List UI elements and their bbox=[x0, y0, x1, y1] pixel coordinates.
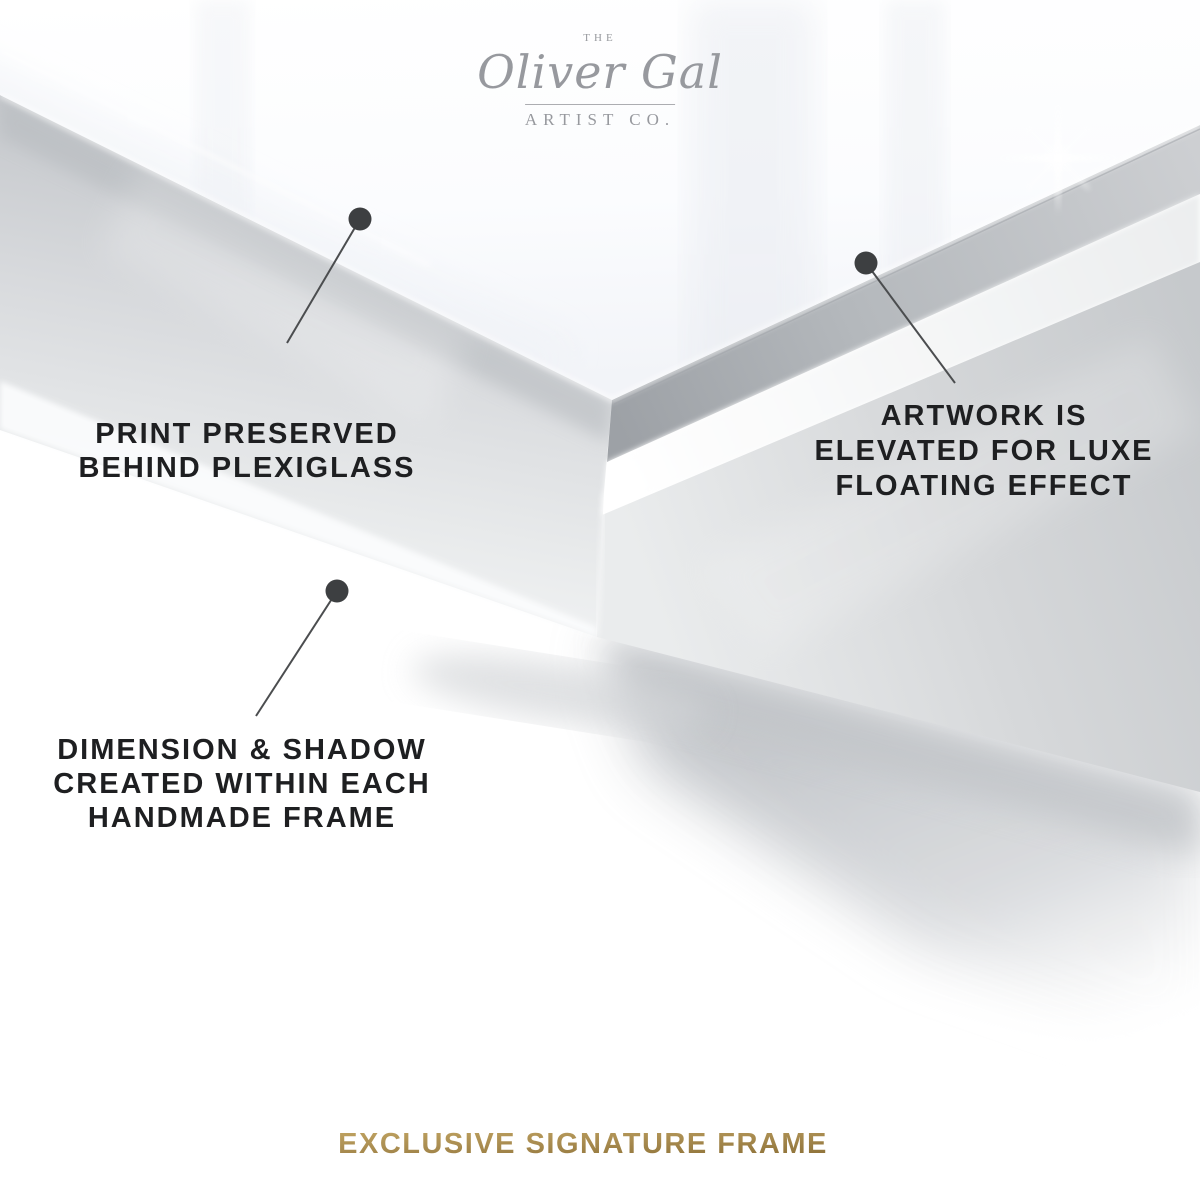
logo-subtitle: ARTIST CO. bbox=[524, 110, 676, 129]
callout-artwork-elevated bbox=[814, 399, 1153, 504]
logo-divider bbox=[525, 104, 675, 105]
callout-dot-dimension bbox=[326, 580, 349, 603]
logo-name: Oliver Gal bbox=[477, 45, 723, 99]
callout-line-text: FLOATING EFFECT bbox=[835, 470, 1133, 502]
callout-line-text: BEHIND PLEXIGLASS bbox=[78, 452, 416, 484]
footer-tagline: EXCLUSIVE SIGNATURE FRAME bbox=[338, 1128, 828, 1160]
callout-line-text: DIMENSION & SHADOW bbox=[57, 734, 427, 766]
oliver-gal-logo bbox=[477, 32, 723, 130]
callout-line-text: HANDMADE FRAME bbox=[87, 802, 397, 834]
callout-print-preserved bbox=[79, 417, 416, 485]
callout-line-text: ELEVATED FOR LUXE bbox=[814, 435, 1154, 467]
callout-dot-print bbox=[349, 208, 372, 231]
callout-line-text: ARTWORK IS bbox=[880, 400, 1088, 432]
logo-the: THE bbox=[583, 32, 617, 44]
callout-line-text: PRINT PRESERVED bbox=[95, 418, 399, 450]
callout-dot-artwork bbox=[855, 252, 878, 275]
callout-line-text: CREATED WITHIN EACH bbox=[53, 768, 431, 800]
callout-dimension-shadow bbox=[53, 733, 430, 835]
